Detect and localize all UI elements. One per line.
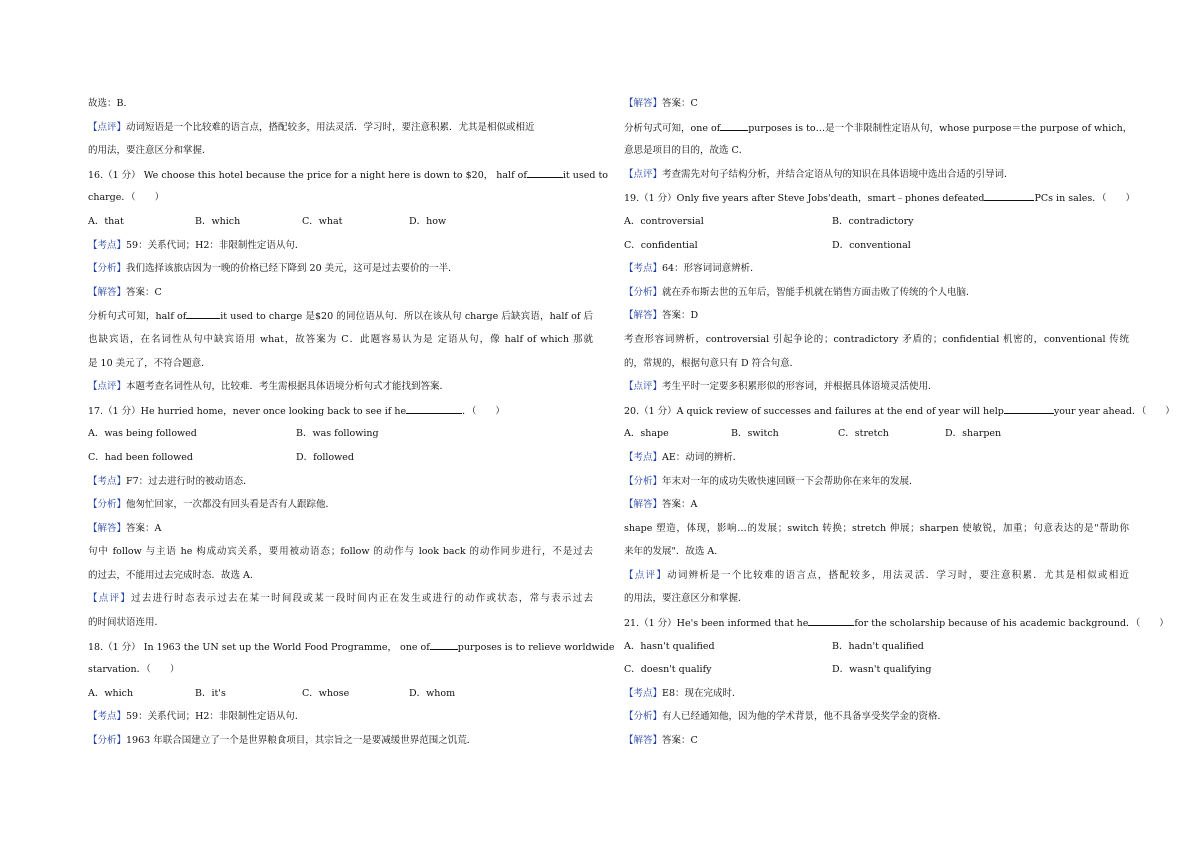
solution: 【解答】答案：C	[624, 735, 698, 747]
option-c: C．had been followed	[88, 451, 193, 463]
option-d: D．followed	[296, 451, 354, 463]
analysis-tag: 【分析】	[624, 286, 663, 298]
question-18-stem: 18.（1 分） In 1963 the UN set up the World Food Programme， one of purposes is to relieve worldwide	[88, 638, 593, 662]
explanation-line: 的过去，不能用过去完成时态．故选 A.	[88, 569, 253, 581]
option-a: A．controversial	[624, 215, 704, 227]
explanation-line: 分析句式可知，one of purposes is to…是一个非限制性定语从句，whose purpose＝the purpose of which，	[624, 119, 1129, 143]
analysis: 【分析】他匆忙回家，一次都没有回头看是否有人跟踪他．	[88, 499, 336, 511]
solution: 【解答】答案：A	[624, 499, 698, 511]
analysis: 【分析】就在乔布斯去世的五年后，智能手机就在销售方面击败了传统的个人电脑．	[624, 286, 976, 298]
option-c: C．confidential	[624, 239, 698, 251]
knowledge-tag: 【考点】	[624, 263, 663, 275]
option-d: D．sharpen	[945, 428, 1002, 440]
solution: 【解答】答案：D	[624, 310, 699, 322]
question-19-options	[624, 213, 1129, 237]
solution-tag: 【解答】	[624, 499, 663, 511]
option-b: B．was following	[296, 428, 379, 440]
explanation-line: 句中 follow 与主语 he 构成动宾关系，要用被动语态；follow 的动作与 look back 的动作同步进行，不是过去	[88, 546, 593, 558]
knowledge-point: 【考点】F7：过去进行时的被动语态．	[88, 475, 253, 487]
knowledge-tag: 【考点】	[624, 687, 663, 699]
option-a: A．which	[88, 687, 134, 699]
explanation-line: 意思是项目的目的，故选 C．	[624, 145, 749, 157]
option-a: A．shape	[624, 428, 669, 440]
question-18-options	[88, 685, 593, 709]
knowledge-tag: 【考点】	[88, 711, 127, 723]
option-a: A．that	[88, 215, 124, 227]
explanation-line: 分析句式可知，half of it used to charge 是$20 的同位语从句．所以在该从句 charge 后缺宾语，half of 后	[88, 307, 593, 331]
explanation-line: 是 10 美元了，不符合题意．	[88, 357, 211, 369]
blank	[720, 119, 748, 131]
explanation-line: 也缺宾语，在名词性从句中缺宾语用 what，故答案为 C．此题容易认为是 定语从句，像 half of which 那就	[88, 333, 593, 345]
option-d: D．how	[409, 215, 447, 227]
question-17-stem: 17.（1 分）He hurried home，never once looking back to see if he ．（ ）	[88, 402, 593, 426]
comment-line: 【点评】过去进行时态表示过去在某一时间段或某一段时间内正在发生或进行的动作或状态，常与表示过去	[88, 593, 593, 605]
comment-line-2: 的用法，要注意区分和掌握．	[624, 593, 748, 605]
explanation-line: 来年的发展"．故选 A.	[624, 546, 718, 558]
solution-tag: 【解答】	[624, 310, 663, 322]
analysis-tag: 【分析】	[624, 475, 663, 487]
knowledge-point: 【考点】AE：动词的辨析．	[624, 451, 743, 463]
option-b: B．it's	[195, 687, 226, 699]
analysis: 【分析】我们选择该旅店因为一晚的价格已经下降到 20 美元，这可是过去要价的一半．	[88, 263, 458, 275]
knowledge-point: 【考点】E8：现在完成时．	[624, 687, 742, 699]
left-column	[88, 95, 615, 756]
knowledge-tag: 【考点】	[88, 475, 127, 487]
question-21-options-2	[624, 661, 1129, 685]
question-17-options	[88, 425, 593, 449]
answer-line: 故选：B.	[88, 98, 127, 109]
option-d: D．conventional	[832, 239, 911, 251]
option-a: A．hasn't qualified	[624, 640, 715, 652]
knowledge-tag: 【考点】	[624, 451, 663, 463]
option-d: D．whom	[409, 687, 456, 699]
question-16-options	[88, 213, 593, 237]
question-21-options	[624, 638, 1129, 662]
analysis: 【分析】有人已经通知他，因为他的学术背景，他不具备享受奖学金的资格．	[624, 711, 948, 723]
comment-line: 【点评】考查需先对句子结构分析，并结合定语从句的知识在具体语境中选出合适的引导词．	[624, 168, 1014, 180]
question-20-stem: 20.（1 分）A quick review of successes and failures at the end of year will help your year ahead．（ ）	[624, 402, 1129, 426]
option-b: B．switch	[731, 428, 779, 440]
explanation-line: 考查形容词辨析，controversial 引起争论的；contradictory 矛盾的；confidential 机密的，conventional 传统	[624, 333, 1129, 345]
analysis-tag: 【分析】	[88, 263, 127, 275]
analysis: 【分析】年末对一年的成功失败快速回顾一下会帮助你在来年的发展．	[624, 475, 919, 487]
explanation-line: shape 塑造，体现，影响…的发展；switch 转换；stretch 伸展；sharpen 使敏锐，加重；句意表达的是"帮助你	[624, 522, 1129, 534]
option-b: B．hadn't qualified	[832, 640, 924, 652]
solution: 【解答】答案：C	[624, 98, 698, 109]
blank	[430, 638, 458, 650]
question-18-stem-2: starvation．（ ）	[88, 664, 180, 676]
analysis-tag: 【分析】	[88, 499, 127, 511]
question-17-options-2	[88, 449, 593, 473]
knowledge-point: 【考点】64：形容词词意辨析．	[624, 263, 760, 275]
analysis-tag: 【分析】	[88, 735, 127, 747]
comment-line: 【点评】动词短语是一个比较难的语言点，搭配较多，用法灵活．学习时，要注意积累．尤其是相似或相近	[88, 121, 535, 133]
blank	[527, 166, 563, 178]
explanation-line: 的，常规的，根据句意只有 D 符合句意．	[624, 357, 800, 369]
knowledge-point: 【考点】59：关系代词；H2：非限制性定语从句．	[88, 239, 305, 251]
knowledge-tag: 【考点】	[88, 239, 127, 251]
option-a: A．was being followed	[88, 428, 197, 440]
comment-tag: 【点评】	[624, 381, 663, 393]
comment-line: 【点评】本题考查名词性从句，比较难．考生需根据具体语境分析句式才能找到答案．	[88, 381, 450, 393]
solution-tag: 【解答】	[88, 522, 127, 534]
comment-tag: 【点评】	[88, 593, 132, 605]
solution: 【解答】答案：C	[88, 286, 162, 298]
option-d: D．wasn't qualifying	[832, 664, 932, 676]
blank	[186, 307, 220, 319]
comment-line: 【点评】考生平时一定要多积累形似的形容词，并根据具体语境灵活使用．	[624, 381, 938, 393]
option-c: C．whose	[302, 687, 350, 699]
question-19-options-2	[624, 237, 1129, 261]
comment-tag: 【点评】	[88, 381, 127, 393]
comment-tag: 【点评】	[624, 168, 663, 180]
comment-tag: 【点评】	[624, 569, 668, 581]
solution: 【解答】答案：A	[88, 522, 162, 534]
question-16-stem: 16.（1 分） We choose this hotel because the price for a night here is down to $20， half of it used to	[88, 166, 593, 190]
comment-tag: 【点评】	[88, 121, 127, 133]
option-c: C．stretch	[838, 428, 889, 440]
blank	[406, 402, 462, 414]
option-b: B．contradictory	[832, 215, 914, 227]
analysis-tag: 【分析】	[624, 711, 663, 723]
solution-tag: 【解答】	[88, 286, 127, 298]
solution-tag: 【解答】	[624, 735, 663, 747]
comment-line: 【点评】动词辨析是一个比较难的语言点，搭配较多，用法灵活．学习时，要注意积累．尤其是相似或相近	[624, 569, 1129, 581]
question-16-stem-2: charge．（ ）	[88, 192, 165, 204]
blank	[984, 189, 1034, 201]
analysis: 【分析】1963 年联合国建立了一个是世界粮食项目，其宗旨之一是要减缓世界范围之饥荒．	[88, 735, 477, 747]
option-c: C．doesn't qualify	[624, 664, 712, 676]
comment-line-2: 的时间状语连用．	[88, 617, 165, 629]
question-21-stem: 21.（1 分）He's been informed that he for the scholarship because of his academic background．（ ）	[624, 614, 1129, 638]
option-b: B．which	[195, 215, 241, 227]
blank	[808, 614, 854, 626]
solution-tag: 【解答】	[624, 98, 663, 109]
right-column	[624, 95, 1175, 756]
comment-line-2: 的用法，要注意区分和掌握．	[88, 145, 212, 157]
option-c: C．what	[302, 215, 343, 227]
question-20-options	[624, 425, 1129, 449]
knowledge-point: 【考点】59：关系代词；H2：非限制性定语从句．	[88, 711, 305, 723]
question-19-stem: 19.（1 分）Only five years after Steve Jobs'death，smart﹣phones defeated PCs in sales．（ ）	[624, 189, 1129, 213]
blank	[1004, 402, 1054, 414]
